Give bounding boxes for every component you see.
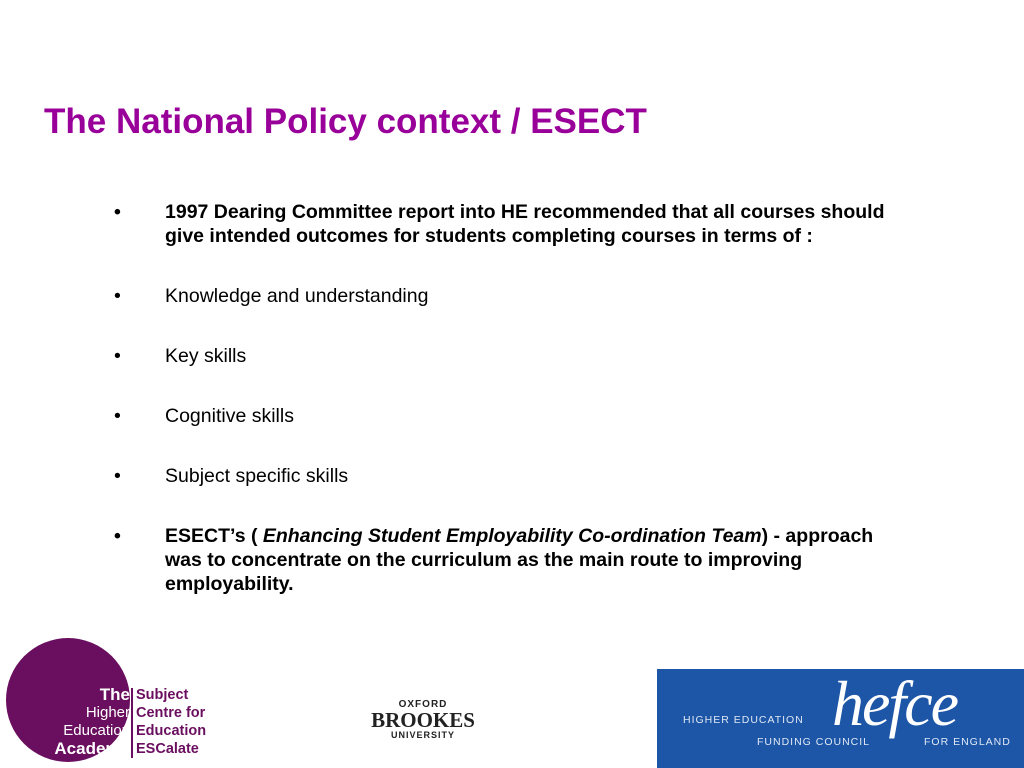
bullet-dot: •	[114, 525, 121, 547]
bullet-text: Cognitive skills	[165, 405, 294, 427]
hefce-wordmark: hefce	[832, 669, 957, 739]
bullet-item-esect	[110, 524, 890, 596]
bullet-text: Key skills	[165, 345, 247, 367]
bullet-list	[110, 200, 890, 596]
hea-line-the: The	[99, 685, 130, 704]
hefce-logo	[657, 669, 1024, 768]
escalate-line: Education	[136, 723, 207, 739]
bullet-item-knowledge	[110, 284, 890, 308]
hefce-for-england: FOR ENGLAND	[924, 736, 1011, 748]
oxford-brookes-logo	[368, 699, 478, 740]
bullet-text: Knowledge and understanding	[165, 285, 429, 307]
hea-line-education: Education	[63, 722, 130, 739]
bullet-dot: •	[114, 465, 121, 487]
bullet-item-cognitive	[110, 404, 890, 428]
hefce-higher-education: HIGHER EDUCATION	[683, 714, 804, 726]
bullet-item-dearing	[110, 200, 890, 248]
esect-suffix: ) - approach was to concentrate on the curriculum as the main route to improving employability.	[165, 525, 874, 595]
bullet-text: Subject specific skills	[165, 465, 349, 487]
hea-divider	[131, 688, 133, 758]
bullet-text	[165, 525, 873, 595]
esect-expansion: Enhancing Student Employability Co-ordination Team	[262, 525, 762, 547]
esect-prefix: ESECT’s (	[165, 525, 263, 547]
hea-line-academy: Academy	[54, 739, 130, 758]
hea-wordmark	[54, 686, 130, 758]
bullet-dot: •	[114, 201, 121, 223]
brookes-university: UNIVERSITY	[390, 730, 455, 740]
brookes-name: BROOKES	[371, 708, 475, 732]
slide-title: The National Policy context / ESECT	[44, 102, 647, 141]
higher-education-academy-logo	[6, 638, 236, 763]
brookes-oxford: OXFORD	[398, 699, 448, 710]
escalate-line: Centre for	[136, 705, 206, 721]
hea-line-higher: Higher	[85, 704, 130, 721]
bullet-dot: •	[114, 405, 121, 427]
bullet-text: 1997 Dearing Committee report into HE recommended that all courses should give intended outcomes for students completing courses in terms of :	[165, 201, 885, 247]
escalate-line: Subject	[136, 687, 189, 703]
bullet-item-subject-specific	[110, 464, 890, 488]
bullet-dot: •	[114, 345, 121, 367]
escalate-subject-centre	[136, 686, 206, 758]
bullet-item-key-skills	[110, 344, 890, 368]
hefce-funding-council: FUNDING COUNCIL	[757, 736, 871, 748]
escalate-line: ESCalate	[136, 741, 199, 757]
bullet-dot: •	[114, 285, 121, 307]
